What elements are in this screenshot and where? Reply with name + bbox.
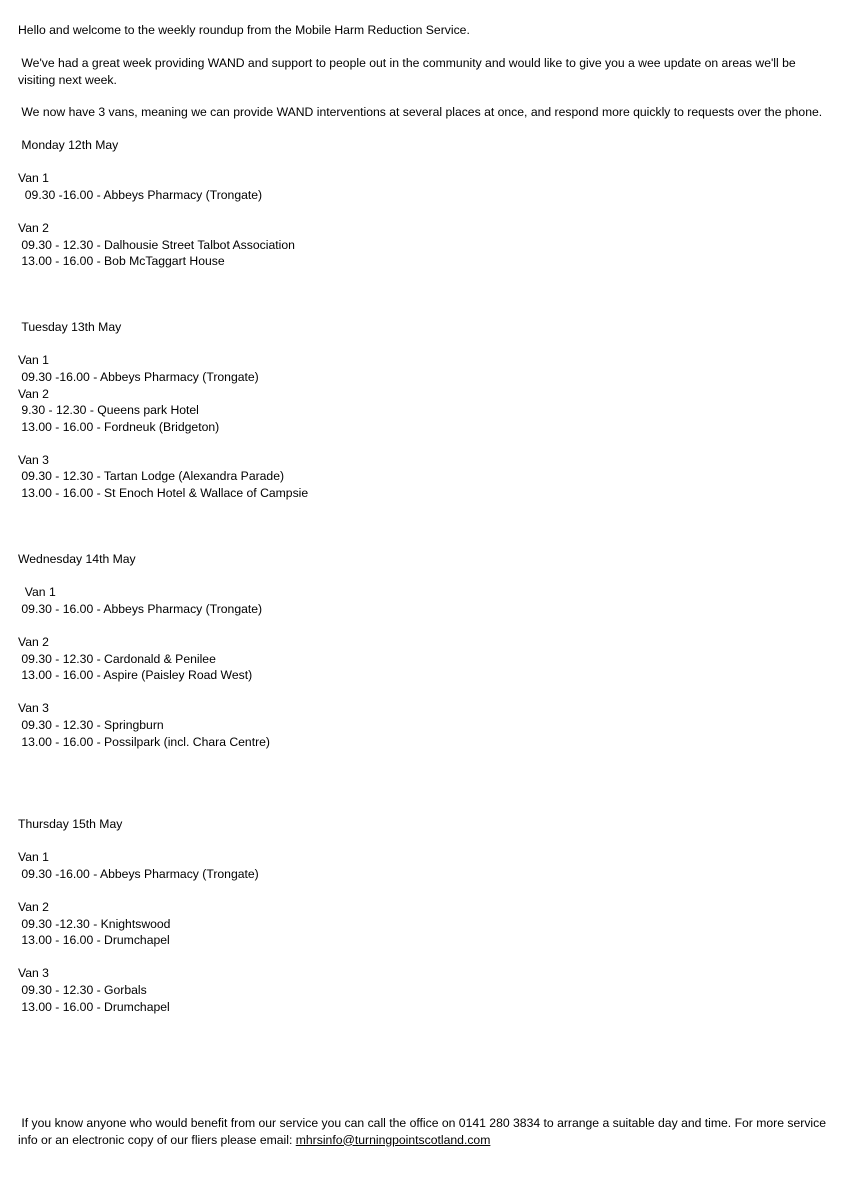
schedule-entry: 09.30 - 12.30 - Dalhousie Street Talbot Association [18,238,295,252]
schedule-entry: 13.00 - 16.00 - Possilpark (incl. Chara Centre) [18,735,270,749]
van-label: Van 3 [18,966,49,980]
day-heading-thursday: Thursday 15th May [18,817,123,831]
email-link[interactable]: mhrsinfo@turningpointscotland.com [295,1132,491,1147]
schedule-entry: 13.00 - 16.00 - St Enoch Hotel & Wallace of Campsie [18,486,309,500]
van-label: Van 1 [18,171,49,185]
contact-text: If you know anyone who would benefit from our service you can call the office on 0141 280 3834 to arrange a suitable day and time. For more service info or an electronic copy of our fliers please email: [18,1116,830,1147]
day-heading-monday: Monday 12th May [18,138,119,152]
update-text: We've had a great week providing WAND and support to people out in the community and would like to give you a wee update on areas we'll be visiting next week. [18,56,800,87]
van-label: Van 2 [18,387,49,401]
van-label: Van 1 [18,850,49,864]
schedule-entry: 09.30 -16.00 - Abbeys Pharmacy (Trongate) [18,188,263,202]
schedule-entry: 09.30 -16.00 - Abbeys Pharmacy (Trongate) [18,867,259,881]
schedule-entry: 9.30 - 12.30 - Queens park Hotel [18,403,199,417]
van-label: Van 3 [18,453,49,467]
van-label: Van 1 [18,585,56,599]
van-label: Van 2 [18,221,49,235]
schedule-entry: 09.30 -12.30 - Knightswood [18,917,171,931]
contact-paragraph [18,1115,834,1148]
schedule-entry: 13.00 - 16.00 - Drumchapel [18,1000,170,1014]
van-label: Van 1 [18,353,49,367]
schedule-entry: 13.00 - 16.00 - Fordneuk (Bridgeton) [18,420,220,434]
schedule-entry: 13.00 - 16.00 - Drumchapel [18,933,170,947]
schedule-entry: 09.30 -16.00 - Abbeys Pharmacy (Trongate) [18,370,259,384]
schedule-entry: 09.30 - 12.30 - Tartan Lodge (Alexandra Parade) [18,469,285,483]
van-label: Van 3 [18,701,49,715]
day-heading-wednesday: Wednesday 14th May [18,552,136,566]
schedule-entry: 13.00 - 16.00 - Aspire (Paisley Road West) [18,668,253,682]
vans-text: We now have 3 vans, meaning we can provide WAND interventions at several places at once, and respond more quickly to requests over the phone. [18,105,823,119]
van-label: Van 2 [18,635,49,649]
schedule-entry: 09.30 - 16.00 - Abbeys Pharmacy (Trongate) [18,602,263,616]
van-label: Van 2 [18,900,49,914]
welcome-text: Hello and welcome to the weekly roundup from the Mobile Harm Reduction Service. [18,23,470,37]
schedule-entry: 09.30 - 12.30 - Cardonald & Penilee [18,652,216,666]
schedule-entry: 09.30 - 12.30 - Gorbals [18,983,147,997]
schedule-entry: 13.00 - 16.00 - Bob McTaggart House [18,254,225,268]
day-heading-tuesday: Tuesday 13th May [18,320,122,334]
schedule-entry: 09.30 - 12.30 - Springburn [18,718,164,732]
